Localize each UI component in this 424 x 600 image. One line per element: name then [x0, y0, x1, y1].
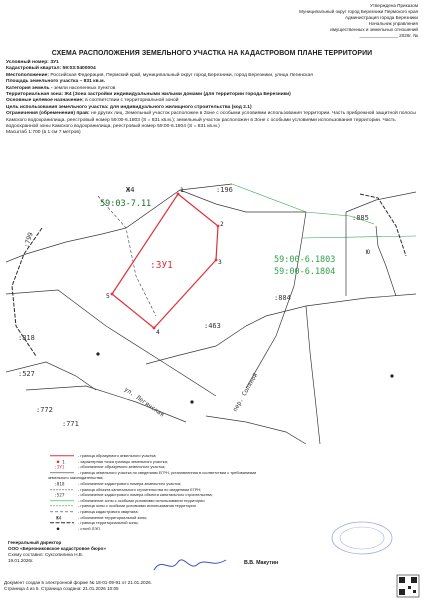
doc-footer-line: Страница 4 из 5. Страница создана: 21.01.2026 10:05: [4, 586, 119, 591]
footer-line: Генеральный директор: [8, 540, 62, 545]
scale: Масштаб 1:700 (в 1 см 7 метров): [6, 130, 81, 136]
legend-row: - граница территориальной зоны;: [48, 520, 348, 526]
signature-icon: [150, 552, 234, 576]
point-label: 2: [220, 221, 224, 228]
approval-line: Администрация города Березники: [344, 15, 418, 21]
land-category: Категория земель - земли населенных пунктов: [6, 85, 116, 91]
document-title: СХЕМА РАСПОЛОЖЕНИЯ ЗЕМЕЛЬНОГО УЧАСТКА НА КАДАСТРОВОМ ПЛАНЕ ТЕРРИТОРИИ: [51, 50, 373, 57]
water-zone-label: 59:00-6.1803: [274, 255, 336, 265]
doc-footer-line: Документ создан в электронной форме № 18-01-09-91 от 21.01.2026.: [4, 580, 152, 585]
qr-code-icon: [396, 574, 420, 598]
svg-text::818: :818: [54, 482, 65, 487]
parcel-info: [6, 60, 418, 137]
parcel-number-label: :196: [216, 186, 233, 194]
zone-mark-label: Ю: [366, 248, 370, 256]
parcel-number-label: :463: [204, 322, 221, 330]
approval-line: имущественных и земельных отношений: [330, 27, 418, 33]
parcel-number-label: :885: [352, 214, 369, 222]
footer-line: ООО «Березниковское кадастровое бюро»: [8, 546, 106, 552]
street-label: ул. Легинская: [122, 385, 166, 419]
svg-text:Ж4: Ж4: [56, 516, 62, 521]
cadastral-quarter: Кадастровый квартал: 59:03:0400004: [6, 66, 96, 72]
parcel-number-label: :527: [18, 370, 35, 378]
point-label: 1: [180, 187, 184, 194]
restrictions: Ограничения (обременения) прав: не других лиц. Земельный участок расположен в Зоне с особыми условиями использования территории. Часть прибрежной защитной полосы Камского водохранилища, реестровый номер 59:00-6.1803 (S = 831 кв.м.); земельный участок расположен в Зоне с особыми условиями использования территории. Часть водоохранной зоны Камского водохранилища, реестровый номер 59:00-6.1804 (S = 831 кв.м.): [6, 111, 416, 130]
document-footer: [4, 580, 364, 592]
approval-line: Утверждена Приказом: [369, 3, 418, 8]
legend-row: Ж4 - обозначение территориальной зоны;: [48, 515, 348, 521]
water-zone-boundary: [232, 184, 416, 238]
parcel-number-label: :818: [18, 334, 35, 342]
legend-row: - граница образуемого земельного участка;: [48, 453, 348, 459]
parcel-number-label: :772: [36, 406, 53, 414]
cadastral-map: [6, 176, 418, 444]
svg-text::527: :527: [54, 493, 65, 498]
target-use: Основные целевое назначение: в соответствии с территориальной зоной: [6, 98, 179, 104]
legend-row: - граница объекта капитального строительства по сведениям ЕГРН;: [48, 487, 348, 493]
area: Площадь земельного участка – 831 кв.м.: [6, 79, 105, 85]
approval-block: [248, 3, 418, 40]
legend-row: - обозначение зоны с особыми условиями использования территории: [48, 498, 348, 504]
signer-name: В.В. Макутин: [244, 560, 279, 566]
conditional-number: Условный номер: ЗУ1: [6, 60, 59, 65]
legend-row: :ЗУ1 - обозначение образуемого земельного участка;: [48, 464, 348, 470]
point-label: 4: [156, 329, 160, 336]
approval-line: Начальник управления: [368, 21, 418, 27]
legend-row: - граница кадастрового квартала;: [48, 509, 348, 515]
legend-row: 1 - характерная точка границы земельного участка;: [48, 459, 348, 465]
zone-label: Ж4: [126, 186, 135, 194]
location: Местоположение: Российская Федерация, Пермский край, муниципальный округ город Березники, город Березники, улица Легинская: [6, 72, 313, 78]
street-label: пер. Соляной: [231, 371, 260, 413]
water-zone-label: 59:00-6.1804: [274, 267, 336, 277]
quarter-label: 59:03-7.11: [100, 199, 152, 209]
territorial-zone: Территориальная зона: Ж4 (Зона застройки индивидуальными жилыми домами (для территории города Березники): [6, 92, 291, 98]
legend-row: земельного законодательства;: [48, 475, 104, 481]
legend-row: - столб ЛЭП.: [48, 526, 348, 532]
parcel-number-label: :771: [62, 420, 79, 428]
svg-text::ЗУ1: :ЗУ1: [54, 465, 65, 470]
approval-line: _______________ 2026г. №: [359, 33, 418, 39]
legend-row: :527 - обозначение кадастрового номера объекта капитального строительства;: [48, 492, 348, 498]
legend-row: :818 - обозначение кадастрового номера земельного участка;: [48, 481, 348, 487]
parcel-number-label: :799: [22, 231, 35, 249]
footer-line: Схему составил: Суксопилина Н.В.: [8, 552, 84, 558]
purpose: Цель использования земельного участка: для индивидуального жилищного строительства (код 2.1): [6, 104, 252, 110]
point-label: 3: [218, 259, 222, 266]
parcel-number-label: :884: [274, 294, 291, 302]
map-legend: [48, 453, 348, 531]
power-pole-symbol: [48, 526, 76, 532]
cadastral-boundaries: [6, 184, 416, 444]
svg-text:1: 1: [62, 460, 65, 465]
parcel-label: :ЗУ1: [150, 260, 173, 271]
point-label: 5: [106, 293, 110, 300]
legend-row: - граница зоны с особыми условиями использования территории: [48, 503, 348, 509]
legend-row: - граница земельного участка по сведениям ЕГРН, установленная в соответствии с требованиями: [48, 470, 348, 476]
approval-line: Муниципальный округ город Березники Пермского края: [299, 9, 418, 15]
footer-date: 19.01.2026г.: [8, 558, 34, 564]
